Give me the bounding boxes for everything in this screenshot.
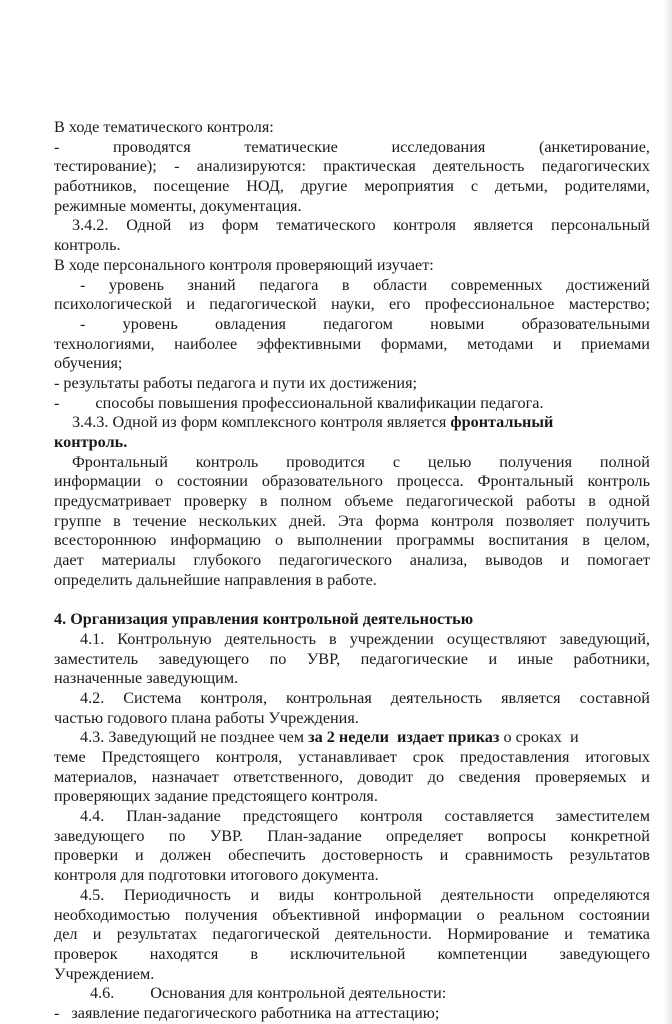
word: полной <box>599 452 650 471</box>
thematic-item-line <box>54 138 650 158</box>
word: деятельность <box>433 157 525 176</box>
word: 3.4.2. <box>72 216 109 235</box>
word: с <box>470 177 479 196</box>
word: доводит <box>357 767 414 786</box>
paragraph-4-4 <box>54 807 650 827</box>
word: назначает <box>151 767 219 786</box>
word: в <box>341 275 350 294</box>
text-line <box>54 846 650 866</box>
word: и <box>439 846 449 865</box>
word: 4.2. <box>80 688 105 707</box>
word: Эта <box>337 511 364 530</box>
word: дает <box>54 551 84 570</box>
word: предоставления <box>459 748 570 766</box>
word: объективной <box>272 905 361 924</box>
word: по <box>269 649 287 668</box>
word: План-задание <box>126 807 221 826</box>
word: 4.5. <box>80 885 105 904</box>
word: объеме <box>344 492 394 511</box>
word: психологической <box>54 295 173 314</box>
word: - <box>54 137 60 156</box>
paragraph-4-5 <box>54 886 650 906</box>
personal-control-intro: В ходе персонального контроля проверяющий изучает: <box>54 255 434 274</box>
list-item <box>54 394 650 414</box>
word: План-задание <box>267 826 362 845</box>
word: деятельность <box>224 629 317 648</box>
list-item <box>54 315 650 335</box>
word: до <box>427 767 445 786</box>
spacer <box>54 591 650 611</box>
word: и <box>641 767 650 786</box>
text-line <box>54 906 650 926</box>
text-line: проверяющих задание предстоящего контроля. <box>54 787 378 806</box>
paragraph-4-2 <box>54 689 650 709</box>
word: педагогические <box>360 649 468 668</box>
word: информации <box>54 472 142 491</box>
bold-term: фронтальный <box>450 413 554 432</box>
paragraph-4-1 <box>54 630 650 650</box>
word: о <box>155 472 164 491</box>
word: педагогических <box>541 157 650 176</box>
word: заместителем <box>555 807 650 826</box>
word: 4.4. <box>80 807 105 826</box>
word: является <box>473 216 534 235</box>
text-line: назначенные заведующим. <box>54 669 239 688</box>
section-4-heading: 4. Организация управления контрольной деятельностью <box>54 610 474 629</box>
list-dash: - <box>54 1003 60 1022</box>
paragraph-3-4-3 <box>54 413 650 433</box>
word: выполнении <box>297 531 383 550</box>
word: образовательными <box>521 314 650 333</box>
word: осуществляют <box>446 629 547 648</box>
word: результатов <box>569 846 650 865</box>
word: практическая <box>323 157 416 176</box>
word: уровень <box>122 314 178 333</box>
bold-term: за 2 недели издает приказ <box>308 728 500 747</box>
word: анализа, <box>409 551 468 570</box>
word: процесса. <box>396 472 464 491</box>
paragraph-4-6 <box>54 984 650 1004</box>
word: достоверность <box>322 846 423 865</box>
word: проверку <box>183 492 248 511</box>
word: находятся <box>149 944 219 963</box>
word: должен <box>160 846 212 865</box>
word: проверок <box>54 944 118 963</box>
word: составной <box>579 688 650 707</box>
word: педагогом <box>323 314 393 333</box>
word: с <box>392 452 401 471</box>
text-line: режимные моменты, документация. <box>54 196 302 215</box>
text-line: частью годового плана работы Учреждения. <box>54 708 359 727</box>
word: виды <box>278 885 315 904</box>
text-line: обучения; <box>54 354 123 373</box>
word: анализируются: <box>196 157 306 176</box>
word: определяются <box>553 885 650 904</box>
word: контроль <box>195 452 259 471</box>
word: нескольких <box>198 511 278 530</box>
word: (анкетирование, <box>538 137 650 156</box>
scan-edge-shadow <box>664 0 672 1024</box>
text-line <box>54 531 650 551</box>
word: результатах <box>116 925 198 944</box>
word: эффективными <box>256 334 362 353</box>
word: заместитель <box>54 649 139 668</box>
word: заведующий, <box>559 629 650 648</box>
word: тематические <box>244 137 338 156</box>
word: педагогического <box>278 551 392 570</box>
list-item <box>54 276 650 296</box>
text-line <box>54 768 650 788</box>
document-body <box>54 118 650 1024</box>
word: составляется <box>444 807 534 826</box>
word: выводов <box>485 551 543 570</box>
word: новыми <box>430 314 485 333</box>
word: и <box>186 295 196 314</box>
text-line: контроль. <box>54 236 121 255</box>
word: знаний <box>187 275 236 294</box>
word: проверяемых <box>535 767 627 786</box>
word: является <box>501 688 561 707</box>
word: и <box>134 846 144 865</box>
text: 3.4.3. Одной из форм комплексного контроля является <box>72 413 447 432</box>
paragraph-4-3 <box>54 728 650 748</box>
word: педагогической <box>406 492 514 511</box>
word: информацию <box>170 531 261 550</box>
bold-term: контроль. <box>54 433 128 451</box>
text-line <box>54 295 650 315</box>
text: 4.3. Заведующий не позднее чем <box>80 728 309 747</box>
word: форма <box>375 511 419 530</box>
text-line <box>54 748 650 768</box>
word: получения <box>184 905 258 924</box>
word: - <box>174 157 180 176</box>
word: материалы <box>101 551 176 570</box>
word: педагогической <box>212 925 320 944</box>
word: в <box>259 492 268 511</box>
word: состоянии <box>578 905 650 924</box>
text-line <box>54 945 650 965</box>
word: дел <box>54 925 78 944</box>
word: целом, <box>603 531 650 550</box>
word: материалов, <box>54 767 138 786</box>
word: деятельность <box>390 688 483 707</box>
word: в <box>113 511 121 530</box>
list-item: - результаты работы педагога и пути их достижения; <box>54 373 418 392</box>
text-line <box>54 925 650 945</box>
word: глубокого <box>193 551 262 570</box>
word: его <box>388 295 411 314</box>
word: УВР. <box>209 826 244 845</box>
word: в <box>582 531 590 550</box>
word: деятельности <box>441 885 534 904</box>
word: течение <box>132 511 187 530</box>
word: Нормирование <box>447 925 549 944</box>
text-line: определить дальнейшие направления в работе. <box>54 570 377 589</box>
word: сведения <box>458 767 521 786</box>
word: ответственного, <box>233 767 344 786</box>
word: форм <box>221 216 259 235</box>
word: и <box>92 925 102 944</box>
word: контрольной <box>333 885 422 904</box>
word: Одной <box>126 216 172 235</box>
word: 4.1. <box>80 629 105 648</box>
word: работники, <box>573 649 650 668</box>
paragraph-frontal <box>54 453 650 473</box>
word: устанавливает <box>298 748 397 766</box>
word: одной <box>608 492 650 511</box>
word: образовательного <box>261 472 383 491</box>
word: тестирование); <box>54 157 157 176</box>
text-line <box>54 512 650 532</box>
word: НОД, <box>246 177 284 196</box>
word: реальном <box>499 905 565 924</box>
word: области <box>373 275 428 294</box>
text: Основания для контрольной деятельности: <box>150 984 447 1003</box>
word: группе <box>54 511 102 530</box>
list-item-text: заявление педагогического работника на аттестацию; <box>71 1003 440 1022</box>
word: в <box>250 944 259 963</box>
word: из <box>189 216 205 235</box>
word: Фронтальный <box>477 472 574 491</box>
list-dash: - <box>54 393 60 412</box>
word: необходимостью <box>54 905 171 924</box>
word: педагога <box>259 275 319 294</box>
word: уровень <box>108 275 164 294</box>
word: контроля <box>430 511 494 530</box>
word: мероприятия <box>364 177 454 196</box>
word: исключительной <box>290 944 406 963</box>
word: овладения <box>214 314 286 333</box>
word: получения <box>499 452 573 471</box>
word: и <box>488 649 498 668</box>
word: контроля <box>393 216 456 235</box>
word: проверки <box>54 846 119 865</box>
word: тематика <box>588 925 650 944</box>
word: и <box>560 551 570 570</box>
list-item <box>54 1004 650 1024</box>
word: работников, <box>54 177 137 196</box>
word: целью <box>427 452 472 471</box>
word: учреждении <box>349 629 434 648</box>
word: - <box>80 275 86 294</box>
paragraph-number: 4.6. <box>90 984 115 1003</box>
word: теме <box>54 748 86 766</box>
word: - <box>80 314 86 333</box>
word: воспитания <box>488 531 569 550</box>
list-item-text: способы повышения профессиональной квалификации педагога. <box>95 393 544 412</box>
word: полном <box>280 492 332 511</box>
word: итоговых <box>585 748 650 766</box>
word: Периодичность <box>123 885 231 904</box>
text-line: контроля для подготовки итогового документа. <box>54 866 379 885</box>
word: технологиями, <box>54 334 155 353</box>
word: тематического <box>276 216 376 235</box>
word: о <box>476 905 485 924</box>
word: заведующего <box>54 826 145 845</box>
word: детьми, <box>494 177 548 196</box>
word: достижений <box>566 275 650 294</box>
word: посещение <box>153 177 230 196</box>
word: по <box>168 826 186 845</box>
word: состоянии <box>177 472 248 491</box>
word: в <box>329 629 337 648</box>
word: персональный <box>551 216 650 235</box>
text: о сроках и <box>499 728 579 747</box>
word: вопросы <box>487 826 547 845</box>
word: в <box>588 492 596 511</box>
word: контроля <box>359 807 423 826</box>
word: профессиональное <box>424 295 555 314</box>
paragraph-3-4-2 <box>54 216 650 236</box>
word: контроля, <box>215 748 283 766</box>
word: контрольная <box>286 688 372 707</box>
word: исследования <box>391 137 486 156</box>
word: определяет <box>386 826 464 845</box>
word: программы <box>396 531 475 550</box>
word: Предстоящего <box>101 748 200 766</box>
word: наиболее <box>174 334 238 353</box>
text-line <box>54 177 650 197</box>
word: методами <box>467 334 534 353</box>
word: заведующего <box>158 649 250 668</box>
word: науки, <box>330 295 375 314</box>
word: приемами <box>581 334 650 353</box>
word: контроля, <box>200 688 268 707</box>
word: контроль <box>587 472 650 491</box>
word: о <box>274 531 284 550</box>
word: деятельности. <box>335 925 432 944</box>
word: педагогической <box>209 295 317 314</box>
word: помогает <box>587 551 650 570</box>
word: компетенции <box>437 944 528 963</box>
word: проводятся <box>113 137 191 156</box>
word: Фронтальный <box>72 452 168 471</box>
word: современных <box>450 275 543 294</box>
text-line: Учреждением. <box>54 964 155 983</box>
text-line <box>54 157 650 177</box>
word: другие <box>300 177 348 196</box>
word: дней. <box>289 511 326 530</box>
word: срок <box>412 748 445 766</box>
word: формами, <box>380 334 448 353</box>
text-line <box>54 335 650 355</box>
word: и <box>250 885 260 904</box>
word: всестороннюю <box>54 531 157 550</box>
word: обеспечить <box>228 846 306 865</box>
word: конкретной <box>570 826 650 845</box>
word: Контрольную <box>117 629 212 648</box>
text-line <box>54 472 650 492</box>
word: получить <box>586 511 650 530</box>
word: иные <box>517 649 554 668</box>
word: предстоящего <box>242 807 338 826</box>
word: и <box>552 334 562 353</box>
word: предусматривает <box>54 492 172 511</box>
text-line <box>54 551 650 571</box>
word: информации <box>374 905 462 924</box>
word: работы <box>526 492 576 511</box>
word: мастерство; <box>568 295 650 314</box>
text-line <box>54 827 650 847</box>
word: УВР, <box>306 649 341 668</box>
word: и <box>564 925 573 944</box>
word: заведующего <box>559 944 650 963</box>
word: сравнимость <box>465 846 553 865</box>
word: родителями, <box>564 177 650 196</box>
word: позволяет <box>505 511 574 530</box>
text-line <box>54 650 650 670</box>
text-line <box>54 492 650 512</box>
paragraph-intro: В ходе тематического контроля: <box>54 118 274 136</box>
word: проводится <box>286 452 365 471</box>
word: Система <box>123 688 182 707</box>
